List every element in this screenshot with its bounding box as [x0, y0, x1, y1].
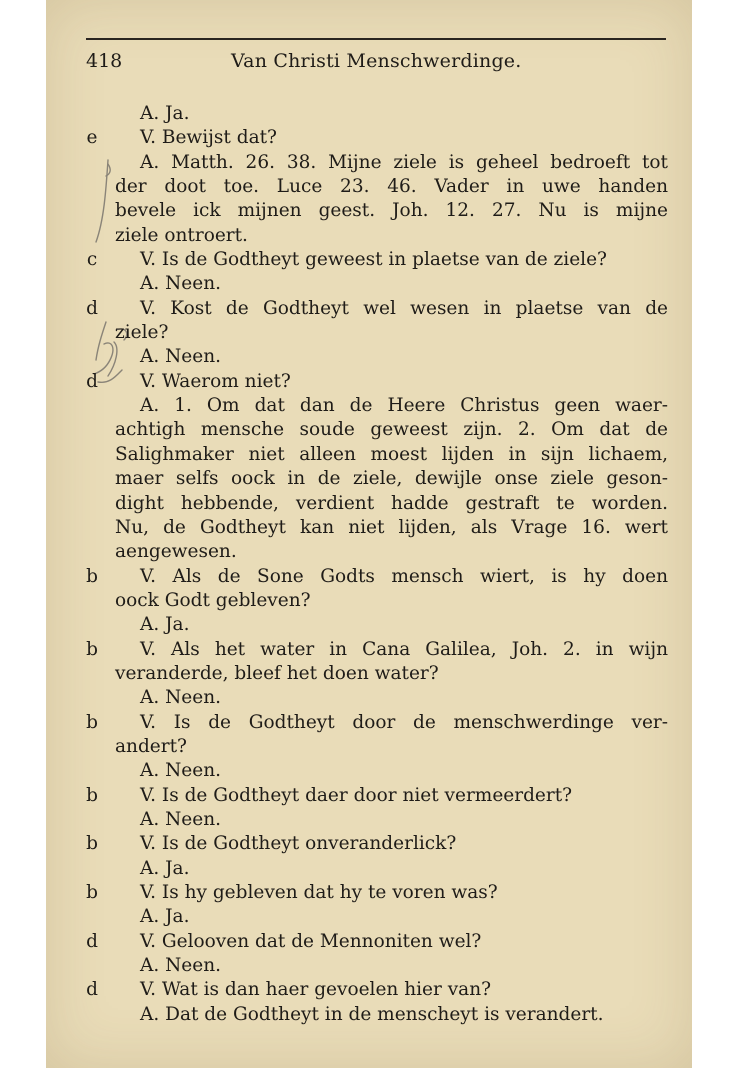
text-line: dight hebbende, verdient hadde gestraft te worden. — [115, 492, 668, 514]
qa-entry — [86, 808, 668, 832]
margin-marker: c — [86, 249, 98, 271]
qa-entry — [86, 345, 668, 369]
margin-marker: b — [86, 638, 98, 660]
text-line: A. Dat de Godtheyt in de menscheyt is verandert. — [140, 1003, 604, 1025]
text-line: achtigh mensche soude geweest zijn. 2. Om dat de — [115, 419, 668, 441]
qa-entry — [86, 686, 668, 710]
page-number: 418 — [86, 50, 123, 72]
qa-text-body — [86, 102, 668, 1027]
text-line: A. Ja. — [140, 103, 190, 124]
text-line: A. Neen. — [140, 346, 222, 368]
qa-entry — [86, 930, 668, 954]
qa-entry — [86, 102, 668, 126]
qa-entry — [86, 711, 668, 760]
text-line: V. Is hy gebleven dat hy te voren was? — [140, 882, 498, 903]
qa-entry — [86, 638, 668, 687]
qa-entry — [86, 1003, 668, 1027]
text-line: A. Matth. 26. 38. Mijne ziele is geheel bedroeft tot — [140, 151, 668, 173]
text-line: V. Is de Godtheyt geweest in plaetse van de ziele? — [140, 249, 607, 271]
qa-entry — [86, 272, 668, 296]
margin-marker: b — [86, 833, 98, 855]
qa-entry — [86, 565, 668, 614]
text-line: ziele ontroert. — [115, 224, 248, 246]
qa-entry — [86, 394, 668, 564]
margin-marker: e — [86, 127, 98, 149]
text-line: A. Neen. — [140, 760, 222, 782]
text-line: A. Neen. — [140, 955, 222, 977]
text-line: veranderde, bleef het doen water? — [115, 662, 439, 684]
qa-entry — [86, 613, 668, 637]
margin-marker: b — [86, 882, 98, 903]
qa-entry — [86, 151, 668, 248]
margin-marker: d — [86, 297, 98, 319]
text-line: A. Neen. — [140, 687, 222, 709]
text-line: oock Godt gebleven? — [115, 589, 311, 611]
margin-marker: d — [86, 930, 98, 952]
margin-marker: b — [86, 784, 98, 806]
text-line: Salighmaker niet alleen moest lijden in sijn lichaem, — [115, 443, 668, 465]
text-line: V. Bewijst dat? — [140, 127, 277, 149]
text-line: A. Ja. — [140, 906, 190, 928]
qa-entry — [86, 954, 668, 978]
text-line: V. Gelooven dat de Mennoniten wel? — [140, 930, 482, 952]
text-line: V. Kost de Godtheyt wel wesen in plaetse van de — [140, 297, 668, 319]
text-line: V. Waerom niet? — [140, 370, 291, 392]
book-page — [46, 0, 692, 1068]
qa-entry — [86, 297, 668, 346]
qa-entry — [86, 784, 668, 808]
text-line: aengewesen. — [115, 541, 237, 563]
qa-entry — [86, 126, 668, 150]
margin-marker: b — [86, 711, 98, 733]
text-line: A. Neen. — [140, 808, 222, 830]
qa-entry — [86, 759, 668, 783]
running-header — [86, 50, 666, 76]
text-line: V. Als het water in Cana Galilea, Joh. 2. in wijn — [140, 638, 668, 660]
qa-entry — [86, 370, 668, 394]
margin-marker: b — [86, 565, 98, 587]
qa-entry — [86, 248, 668, 272]
text-line: V. Als de Sone Godts mensch wiert, is hy doen — [140, 565, 668, 587]
qa-entry — [86, 881, 668, 905]
header-rule — [86, 38, 666, 40]
text-line: V. Is de Godtheyt onveranderlick? — [140, 833, 457, 855]
text-line: V. Is de Godtheyt door de menschwerdinge ver- — [140, 711, 668, 733]
text-line: V. Is de Godtheyt daer door niet vermeerdert? — [140, 784, 573, 806]
qa-entry — [86, 832, 668, 856]
text-line: der doot toe. Luce 23. 46. Vader in uwe handen — [115, 176, 668, 198]
qa-entry — [86, 857, 668, 881]
margin-marker: d — [86, 979, 98, 1001]
text-line: bevele ick mijnen geest. Joh. 12. 27. Nu is mijne — [115, 200, 668, 222]
text-line: A. Ja. — [140, 614, 190, 636]
text-line: A. Ja. — [140, 857, 190, 879]
margin-marker: d — [86, 370, 98, 392]
qa-entry — [86, 905, 668, 929]
text-line: A. Neen. — [140, 273, 222, 295]
qa-entry — [86, 978, 668, 1002]
running-title: Van Christi Menschwerdinge. — [231, 50, 522, 72]
text-line: andert? — [115, 735, 187, 757]
text-line: A. 1. Om dat dan de Heere Christus geen waer- — [140, 395, 668, 417]
text-line: ziele? — [115, 322, 169, 344]
text-line: maer selfs oock in de ziele, dewijle onse ziele geson- — [115, 468, 668, 490]
text-line: Nu, de Godtheyt kan niet lijden, als Vrage 16. wert — [115, 516, 668, 538]
text-line: V. Wat is dan haer gevoelen hier van? — [140, 979, 492, 1001]
